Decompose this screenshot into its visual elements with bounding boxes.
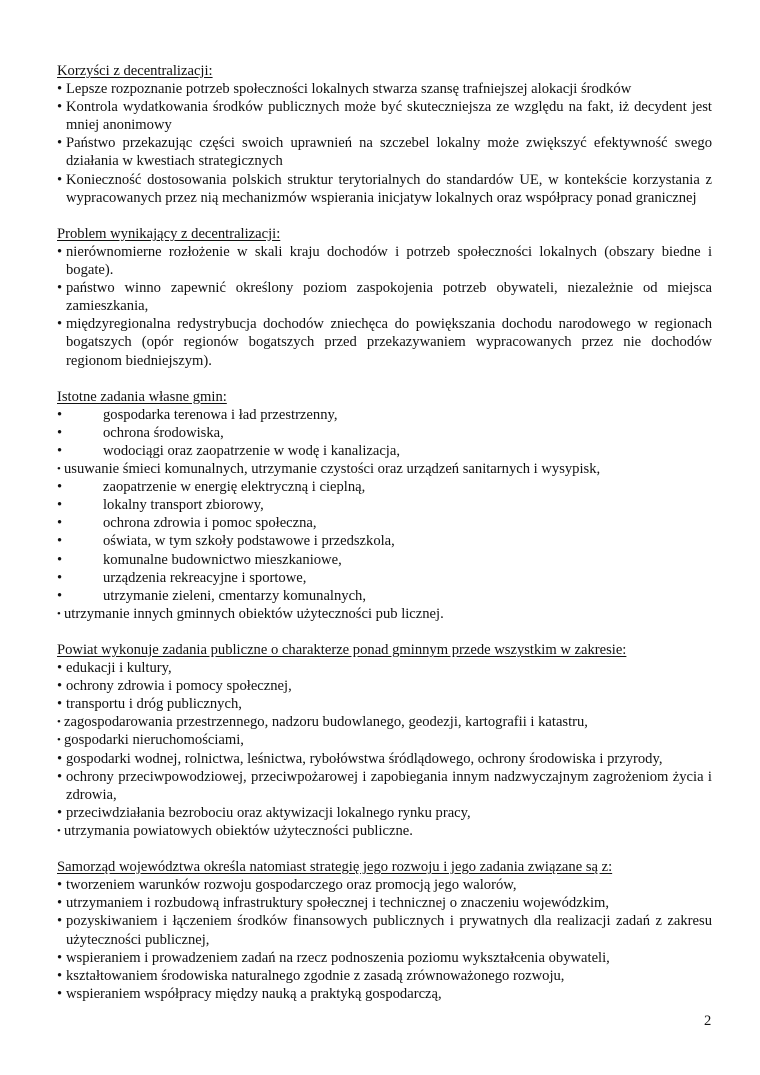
section-samorzad-wojewodztwa	[57, 858, 712, 1003]
list-item: • oświata, w tym szkoły podstawowe i przedszkola,	[57, 533, 395, 550]
list-item: • lokalny transport zbiorowy,	[57, 497, 264, 514]
list-item: • komunalne budownictwo mieszkaniowe,	[57, 551, 342, 568]
bullet-icon: •	[57, 515, 63, 532]
list-item: • wodociągi oraz zaopatrzenie w wodę i kanalizacja,	[57, 442, 400, 459]
bullet-icon: •	[57, 716, 61, 729]
bullet-icon: •	[57, 316, 63, 333]
bullet-icon: •	[57, 734, 61, 747]
bullet-icon: •	[57, 824, 61, 837]
bullet-icon: •	[57, 463, 61, 476]
list-item: • Państwo przekazując części swoich uprawnień na szczebel lokalny może zwiększyć efektywność swego działania w kwestiach strategicznych	[57, 135, 712, 170]
list-item: • transportu i dróg publicznych,	[57, 696, 242, 713]
bullet-icon: •	[57, 551, 63, 568]
list-item: • pozyskiwaniem i łączeniem środków finansowych publicznych i prywatnych dla realizacji zadań z zakresu użyteczności publicznej,	[57, 913, 712, 948]
list-item: • zaopatrzenie w energię elektryczną i cieplną,	[57, 479, 366, 496]
document-page	[57, 62, 712, 1021]
list-item: • gospodarka terenowa i ład przestrzenny,	[57, 406, 338, 423]
list-item: • utrzymanie zieleni, cmentarzy komunalnych,	[57, 587, 366, 604]
bullet-icon: •	[57, 243, 63, 260]
bullet-icon: •	[57, 569, 63, 586]
bullet-list	[57, 243, 712, 370]
list-item: • utrzymanie innych gminnych obiektów użyteczności pub licznej.	[57, 605, 444, 622]
bullet-icon: •	[57, 81, 63, 98]
list-item: • Konieczność dostosowania polskich struktur terytorialnych do standardów UE, w kontekście korzystania z wypracowanych przez nią mechanizmów wspierania inicjatyw lokalnych oraz współpracy ponad granicznej	[57, 171, 712, 206]
list-item: • utrzymaniem i rozbudową infrastruktury społecznej i technicznej o znaczeniu wojewódzkim,	[57, 895, 610, 912]
list-item: • zagospodarowania przestrzennego, nadzoru budowlanego, geodezji, kartografii i katastru,	[57, 714, 588, 731]
bullet-icon: •	[57, 768, 63, 785]
list-item: • usuwanie śmieci komunalnych, utrzymanie czystości oraz urządzeń sanitarnych i wysypisk,	[57, 461, 601, 478]
bullet-list	[57, 406, 712, 623]
list-item: • gospodarki nieruchomościami,	[57, 732, 244, 749]
bullet-icon: •	[57, 497, 63, 514]
list-item: • międzyregionalna redystrybucja dochodów zniechęca do powiększania dochodu narodowego w regionach bogatszych (opór regionów bogatszych przed przekazywaniem wypracowanych przez nie dochodów regionom biedniejszym).	[57, 316, 712, 369]
section-zadania-gmin	[57, 388, 712, 623]
list-item: • nierównomierne rozłożenie w skali kraju dochodów i potrzeb społeczności lokalnych (obszary biedne i bogate).	[57, 243, 712, 279]
bullet-icon: •	[57, 424, 63, 441]
list-item: • Kontrola wydatkowania środków publicznych może być skuteczniejsza ze względu na fakt, iż decydent jest mniej anonimowy	[57, 99, 712, 134]
section-powiat	[57, 641, 712, 840]
bullet-icon: •	[57, 533, 63, 550]
bullet-icon: •	[57, 587, 63, 604]
section-problem	[57, 225, 712, 370]
bullet-icon: •	[57, 696, 63, 713]
bullet-icon: •	[57, 750, 63, 767]
bullet-icon: •	[57, 678, 63, 695]
list-item: • ochrony zdrowia i pomocy społecznej,	[57, 678, 292, 695]
list-item: • wspieraniem współpracy między nauką a praktyką gospodarczą,	[57, 985, 442, 1002]
list-item: • gospodarki wodnej, rolnictwa, leśnictwa, rybołówstwa śródlądowego, ochrony środowiska i przyrody,	[57, 750, 663, 767]
list-item: • przeciwdziałania bezrobociu oraz aktywizacji lokalnego rynku pracy,	[57, 804, 471, 821]
bullet-icon: •	[57, 967, 63, 984]
list-item: • urządzenia rekreacyjne i sportowe,	[57, 569, 307, 586]
list-item: • ochrona zdrowia i pomoc społeczna,	[57, 515, 317, 532]
bullet-list	[57, 659, 712, 840]
list-item: • Lepsze rozpoznanie potrzeb społeczności lokalnych stwarza szansę trafniejszej alokacji środków	[57, 81, 632, 98]
list-item: • kształtowaniem środowiska naturalnego zgodnie z zasadą zrównoważonego rozwoju,	[57, 967, 565, 984]
list-item: • wspieraniem i prowadzeniem zadań na rzecz podnoszenia poziomu wykształcenia obywateli,	[57, 949, 610, 966]
bullet-icon: •	[57, 280, 63, 297]
section-heading: Korzyści z decentralizacji:	[57, 63, 213, 79]
list-item: • ochrona środowiska,	[57, 424, 224, 441]
bullet-icon: •	[57, 99, 63, 116]
page-number: 2	[704, 1013, 712, 1029]
bullet-icon: •	[57, 895, 63, 912]
section-heading: Samorząd województwa określa natomiast strategię jego rozwoju i jego zadania związane są z:	[57, 859, 613, 876]
bullet-icon: •	[57, 406, 63, 423]
bullet-icon: •	[57, 913, 63, 930]
bullet-icon: •	[57, 442, 63, 459]
bullet-list	[57, 80, 712, 207]
bullet-icon: •	[57, 171, 63, 188]
bullet-icon: •	[57, 949, 63, 966]
bullet-icon: •	[57, 479, 63, 496]
list-item: • państwo winno zapewnić określony poziom zaspokojenia potrzeb obywateli, niezależnie od miejsca zamieszkania,	[57, 280, 712, 315]
list-item: • edukacji i kultury,	[57, 660, 172, 677]
bullet-icon: •	[57, 135, 63, 152]
bullet-icon: •	[57, 985, 63, 1002]
bullet-icon: •	[57, 660, 63, 677]
bullet-icon: •	[57, 804, 63, 821]
bullet-list	[57, 876, 712, 1003]
section-heading: Istotne zadania własne gmin:	[57, 388, 227, 405]
list-item: • utrzymania powiatowych obiektów użyteczności publiczne.	[57, 822, 413, 839]
list-item: • ochrony przeciwpowodziowej, przeciwpożarowej i zapobiegania innym nadzwyczajnym zagrożeniom życia i zdrowia,	[57, 768, 712, 803]
section-heading: Powiat wykonuje zadania publiczne o charakterze ponad gminnym przede wszystkim w zakresie:	[57, 642, 627, 658]
section-korzysci	[57, 62, 712, 207]
bullet-icon: •	[57, 607, 61, 620]
list-item: • tworzeniem warunków rozwoju gospodarczego oraz promocją jego walorów,	[57, 877, 517, 894]
bullet-icon: •	[57, 877, 63, 894]
section-heading: Problem wynikający z decentralizacji:	[57, 225, 281, 242]
